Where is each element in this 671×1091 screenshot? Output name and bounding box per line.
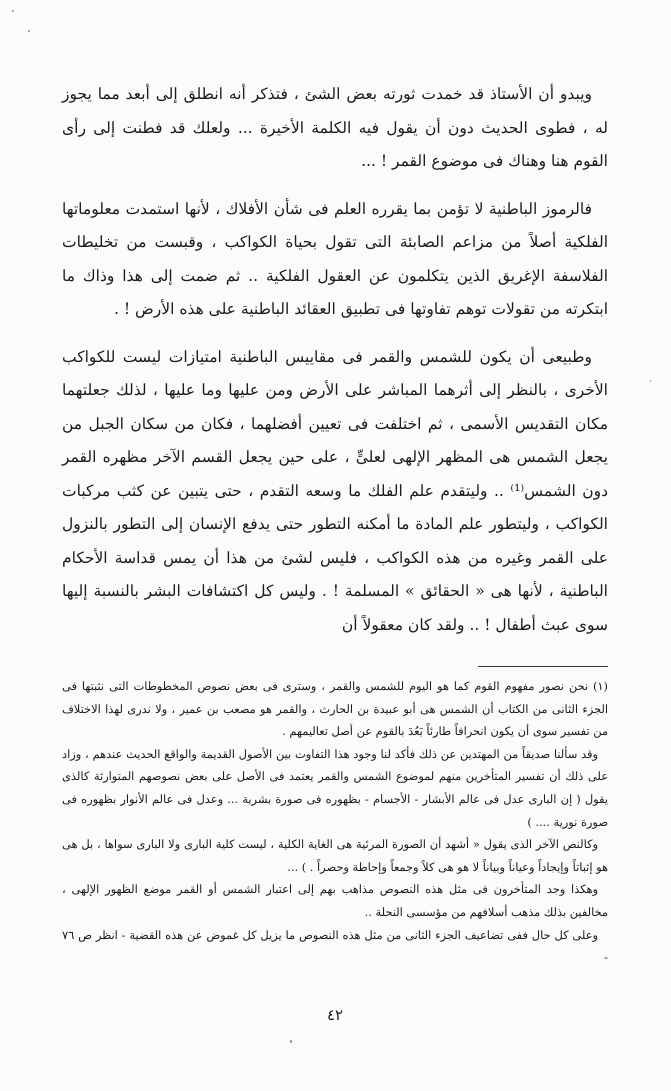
footnote-paragraph-4: وهكذا وجد المتأخرون فى مثل هذه النصوص مذاهب بهم إلى اعتبار الشمس أو القمر موضع الظهور الإلهى ، مخالفين بذلك مذهب أسلافهم من مؤسسى النحلة .. <box>62 882 608 919</box>
footnote-paragraph-2: وقد سألنا صديقاً من المهتدين عن ذلك فأكد لنا وجود هذا التفاوت بين الأصول القديمة والواقع الحديث عندهم ، وزاد على ذلك أن تفسير المتأخرين منهم لموضوع الشمس والقمر يعتمد فى الأصل على بعض نصوصهم المتوارثة كالذى يقول ( إن البارى عدل فى عالم الأبشار - الأجسام - بظهوره فى صورة بشرية ... وعدل فى عالم الأنوار بظهوره فى صورة نورية .... ) <box>62 746 608 829</box>
scan-speck <box>28 30 30 32</box>
body-paragraph-3: وطبيعى أن يكون للشمس والقمر فى مقاييس الباطنية امتيازات ليست للكواكب الأخرى ، بالنظر إلى أثرهما المباشر على الأرض ومن عليها وما عليها ، لذلك جعلتهما مكان التقديس الأسمى ، ثم اختلفت فى تعيين أفضلهما ، فكان من سكان الجبل من يجعل الشمس هى المظهر الإلهى لعلىٍّ ، على حين يجعل القسم الآخر مظهره القمر دون الشمس⁽¹⁾ .. وليتقدم علم الفلك ما وسعه التقدم ، حتى يتبين عن كثب مركبات الكواكب ، وليتطور علم المادة ما أمكنه التطور حتى يدفع الإنسان إلى التطور بالنزول على القمر وغيره من هذه الكواكب ، فليس لشئ من هذا أن يمس قداسة الأحكام الباطنية ، لأنها هى « الحقائق » المسلمة ! . وليس كل اكتشافات البشر بالنسبة إليها سوى عبث أطفال ! .. ولقد كان معقولاً أن <box>62 347 608 634</box>
footnote-divider <box>478 666 608 667</box>
page-number: ٤٢ <box>326 1006 344 1024</box>
scan-speck <box>650 380 651 382</box>
footnote-paragraph-5: وعلى كل حال ففى تضاعيف الجزء الثانى من مثل هذه النصوص ما يزيل كل غموض عن هذه القضية - انظر ص ٧٦ - <box>62 927 608 965</box>
body-paragraph-1: ويبدو أن الأستاذ قد خمدت ثورته بعض الشئ ، فتذكر أنه انطلق إلى أبعد مما يجوز له ، فطوى الحديث دون أن يقول فيه الكلمة الأخيرة ... ولعلك قد فطنت إلى رأى القوم هنا وهناك فى موضوع القمر ! ... <box>62 85 608 170</box>
scan-speck <box>12 10 14 12</box>
body-paragraph-2: فالرموز الباطنية لا تؤمن بما يقرره العلم فى شأن الأفلاك ، لأنها استمدت معلوماتها الفلكية أصلاً من مزاعم الصابئة التى تقول بحياة الكواكب ، وقبست من تخليطات الفلاسفة الإغريق الذين يتكلمون عن العقول الفلكية .. ثم ضمت إلى هذا وذاك ما ابتكرته من تقولات توهم تفاوتها فى تطبيق العقائد الباطنية على هذه الأرض ! . <box>62 199 608 318</box>
footnotes <box>62 675 608 969</box>
main-text <box>62 78 608 642</box>
footnote-paragraph-3: وكالنص الآخر الذى يقول « أشهد أن الصورة المرئية هى الغاية الكلية ، ليست كلية البارى ولا البارى سواها ، بل هى هو إثباتاً وإيجاداً وعياناً وبياناً لا هو هى كلاً وجمعاً وإحاطة وحصراً . ) ... <box>62 837 608 874</box>
footnote-1: (١) نحن نصور مفهوم القوم كما هو اليوم للشمس والقمر ، وسترى فى بعض نصوص المخطوطات التى نثبتها فى الجزء الثانى من الكتاب أن الشمس هى أبو عبيدة بن الحارث ، والقمر هو مصعب بن عمير ، ولا ندرى لهذا الاختلاف من تفسير سوى أن يكون انحرافاً طارئاً بَعُدَ بالقوم عن أصل تعاليمهم . <box>62 679 608 739</box>
scan-speck <box>290 1040 292 1043</box>
